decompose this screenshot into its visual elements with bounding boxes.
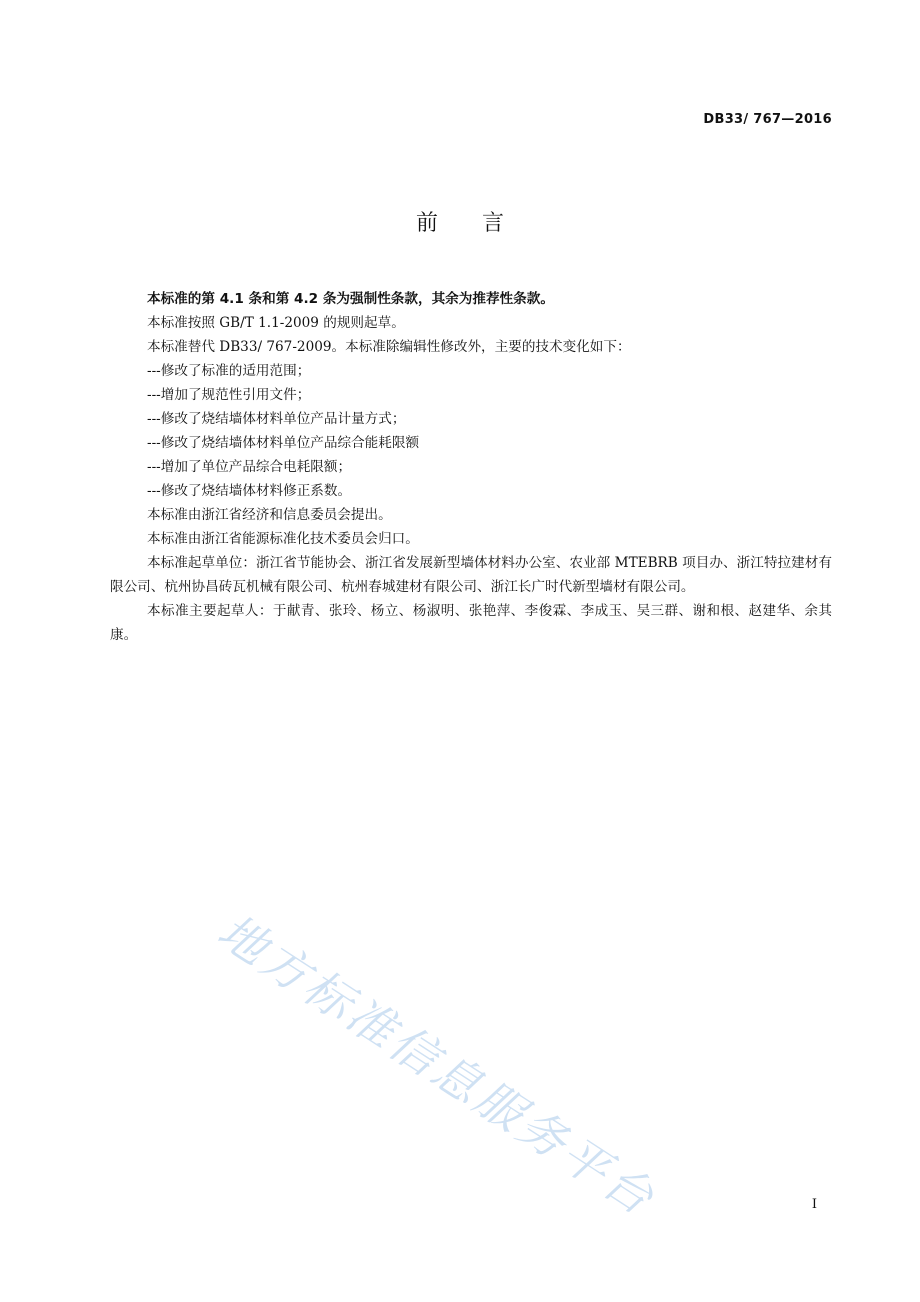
page-title: 前言	[415, 211, 548, 236]
change-item: ---增加了单位产品综合电耗限额；	[147, 459, 352, 475]
paragraph-drafting-units: 本标准起草单位：浙江省节能协会、浙江省发展新型墙体材料办公室、农业部 MTEBRB 项目办、浙江特拉建材有限公司、杭州协昌砖瓦机械有限公司、杭州春城建材有限公司、浙江长广时代新型墙材有限公司。	[110, 555, 832, 595]
paragraph-drafting-rules: 本标准按照 GB/T 1.1-2009 的规则起草。	[147, 315, 405, 331]
change-item: ---修改了烧结墙体材料单位产品综合能耗限额	[147, 435, 420, 451]
paragraph-drafters: 本标准主要起草人：于献青、张玲、杨立、杨淑明、张艳萍、李俊霖、李成玉、吴三群、谢和根、赵建华、余其康。	[110, 603, 832, 643]
change-item: ---修改了标准的适用范围；	[147, 363, 311, 379]
watermark-text: 地方标准信息服务平台	[207, 903, 666, 1228]
document-code: DB33/ 767—2016	[703, 112, 832, 127]
foreword-body	[110, 287, 832, 647]
paragraph-mandatory-clauses: 本标准的第 4.1 条和第 4.2 条为强制性条款，其余为推荐性条款。	[147, 291, 554, 307]
paragraph-centralized-by: 本标准由浙江省能源标准化技术委员会归口。	[147, 531, 419, 547]
paragraph-replacement: 本标准替代 DB33/ 767-2009。本标准除编辑性修改外，主要的技术变化如下：	[147, 339, 631, 355]
change-item: ---增加了规范性引用文件；	[147, 387, 311, 403]
page-number: I	[811, 1197, 817, 1212]
paragraph-proposer: 本标准由浙江省经济和信息委员会提出。	[147, 507, 392, 523]
change-item: ---修改了烧结墙体材料修正系数。	[147, 483, 352, 499]
change-item: ---修改了烧结墙体材料单位产品计量方式；	[147, 411, 406, 427]
